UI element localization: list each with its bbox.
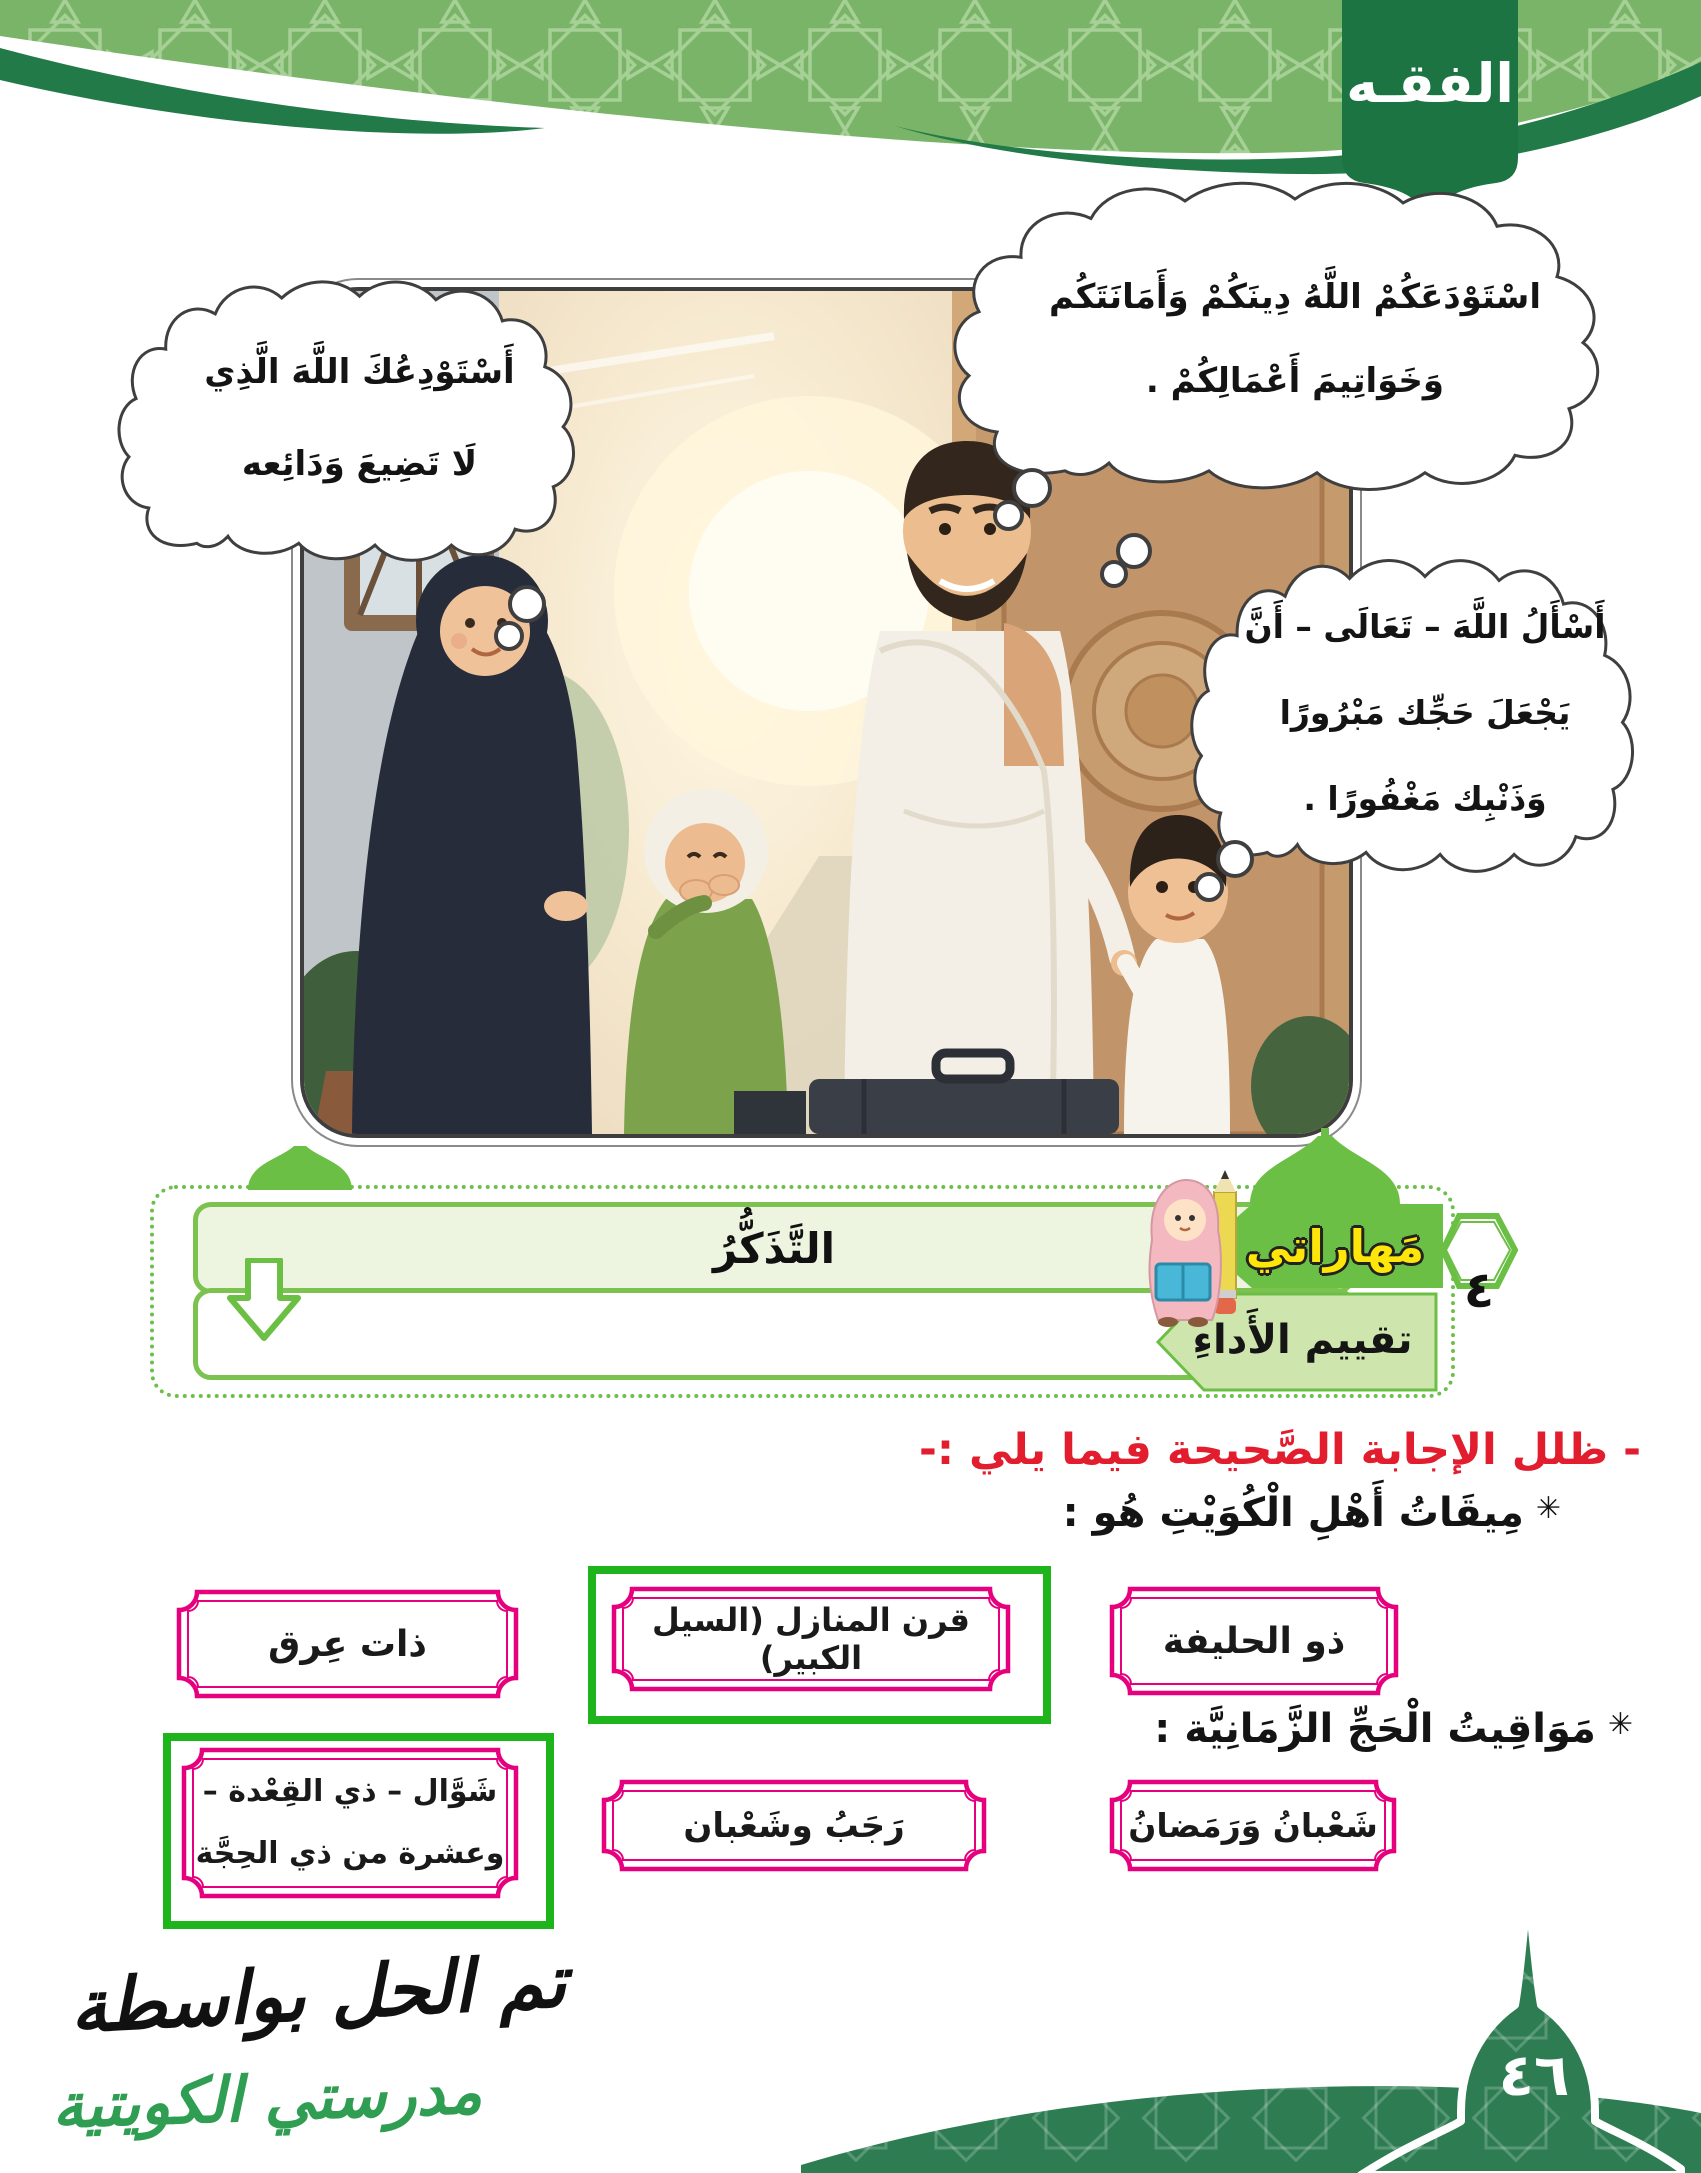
thought-dot xyxy=(1216,840,1254,878)
skill-recall-label: التَّذَكُّرُ xyxy=(712,1223,836,1273)
bubble-line: اسْتَوْدَعَكُمْ اللَّهُ دِينَكُمْ وَأَمَانَتَكُم xyxy=(1048,277,1542,317)
thought-dot xyxy=(993,500,1024,531)
thought-dot xyxy=(1012,468,1052,508)
thought-dot xyxy=(508,585,546,623)
speech-bubble-hajj-dua xyxy=(1185,545,1665,880)
evaluation-label: تقييم الأَداءِ xyxy=(1192,1317,1413,1363)
option-label-line2: وعشرة من ذي الحِجَّة xyxy=(195,1836,505,1871)
option-label: ذو الحليفة xyxy=(1162,1620,1346,1662)
option-dhat-irq[interactable] xyxy=(175,1588,520,1700)
thought-dot xyxy=(1194,872,1224,902)
option-shawwal-dhulqidah-dhulhijjah[interactable] xyxy=(180,1746,520,1900)
thought-dot xyxy=(494,621,524,651)
bubble-line: أَسْتَوْدِعُكَ اللَّهَ الَّذِي xyxy=(204,352,515,392)
solved-by-handwriting: تم الحل بواسطة xyxy=(68,1939,569,2049)
star-bullet-icon: ✳ xyxy=(1535,1491,1561,1526)
quiz-instruction: - ظلل الإجابة الصَّحيحة فيما يلي :- xyxy=(918,1425,1641,1475)
speech-bubble-farewell-traveler xyxy=(112,268,607,568)
school-name-handwriting: مدرستي الكويتية xyxy=(50,2054,484,2143)
bubble-line: أَسْأَلُ اللَّهَ – تَعَالَى – أَنَّ xyxy=(1244,606,1606,646)
question-1 xyxy=(1063,1490,1561,1536)
bubble-line: وَذَنْبِك مَغْفُورًا . xyxy=(1303,778,1547,818)
bubble-line: يَجْعَلَ حَجِّك مَبْرُورًا xyxy=(1279,692,1571,732)
lesson-number: ٤ xyxy=(1463,1261,1495,1319)
subject-tab-label: الفقـه xyxy=(1346,51,1514,115)
option-dhul-hulayfah[interactable] xyxy=(1108,1585,1400,1697)
question-1-text: مِيقَاتُ أَهْلِ الْكُوَيْتِ هُو : xyxy=(1062,1490,1524,1536)
daughter-figure xyxy=(624,789,788,1134)
footer-mosque-decoration xyxy=(801,1843,1701,2173)
option-label: قرن المنازل (السيل الكبير) xyxy=(652,1601,970,1677)
dome-icon xyxy=(1250,1136,1400,1204)
question-2-text: مَوَاقِيتُ الْحَجِّ الزَّمَانِيَّة : xyxy=(1154,1706,1596,1752)
option-label: شَعْبانُ وَرَمَضانُ xyxy=(1128,1806,1378,1845)
option-label-line1: شَوَّال – ذي القِعْدة – xyxy=(202,1774,498,1809)
thought-dot xyxy=(1100,560,1128,588)
option-label: ذات عِرق xyxy=(268,1623,427,1665)
option-qarn-almanazil[interactable] xyxy=(610,1585,1012,1693)
star-bullet-icon: ✳ xyxy=(1607,1707,1633,1742)
dome-icon xyxy=(248,1146,352,1190)
skills-badge-label: مَهاراتي xyxy=(1245,1219,1425,1273)
page-number: ٤٦ xyxy=(1498,2041,1570,2109)
down-arrow-icon xyxy=(226,1258,302,1342)
speech-bubble-farewell-group xyxy=(945,168,1645,498)
bubble-line: لَا تَضِيعَ وَدَائِعه xyxy=(241,444,478,484)
option-label: رَجَبُ وشَعْبان xyxy=(683,1805,905,1846)
question-2 xyxy=(1154,1706,1633,1752)
bubble-line: وَخَوَاتِيمَ أَعْمَالِكُمْ . xyxy=(1145,361,1445,401)
